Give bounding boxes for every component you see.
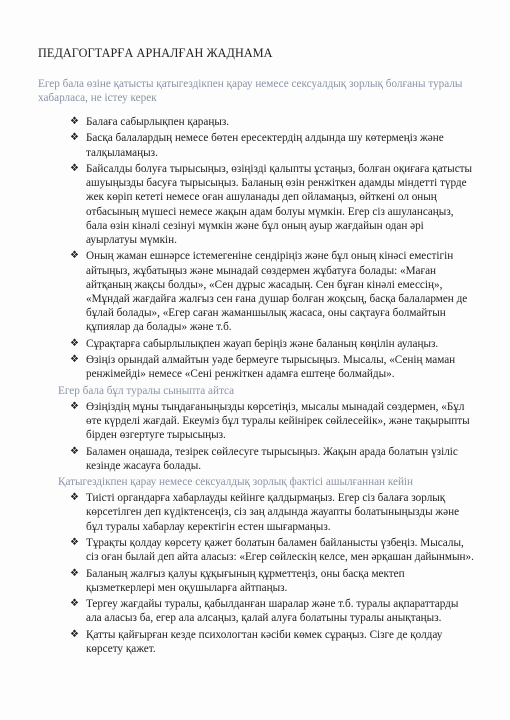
list-item-text: Тиісті органдарға хабарлауды кейінге қалдырмаңыз. Егер сіз балаға зорлық көрсетілген деп күдіктенсеңіз, сіз заң алдында жауапты болатыныңызды және бұл туралы хабарлау керектігін естен шығармаңыз. (86, 492, 460, 533)
diamond-bullet-icon: ❖ (70, 250, 79, 262)
list-item-text: Баламен оңашада, тезірек сөйлесуге тырысыңыз. Жақын арада болатын үзіліс кезінде жасауға болады. (86, 445, 458, 472)
diamond-bullet-icon: ❖ (70, 598, 79, 610)
section-report (38, 77, 476, 382)
advice-list (38, 115, 476, 382)
section-heading: Қатыгездікпен қарау немесе сексуалдық зорлық фактісі ашылғаннан кейін (58, 476, 414, 489)
section-heading: Егер бала өзіне қатысты қатыгездікпен қарау немесе сексуалдық зорлық болғаны туралы хабарласа, не істеу керек (38, 78, 463, 104)
list-item-text: Оның жаман ешнәрсе істемегеніне сендіріңіз және бұл оның кінәсі еместігін айтыңыз, жұбатыңыз және мынадай сөздермен жұбатуға болады: «Маған айтқаның жақсы болды», «Сен дұрыс жасадың. Сен бұған кінәлі емессің», «Мұндай жағдайға жалғыз сен ғана душар болған жоқсың, басқа балалармен де бұлай болады», «Егер саған жаманшылық жасаса, оны сақтауға болмайтын құпиялар да болады» және т.б. (86, 250, 468, 334)
list-item-text: Сұрақтарға сабырлылықпен жауап беріңіз және баланың көңілін аулаңыз. (86, 337, 439, 350)
page-title: ПЕДАГОГТАРҒА АРНАЛҒАН ЖАДНАМА (38, 46, 273, 60)
list-item (70, 491, 476, 534)
list-item-text: Байсалды болуға тырысыңыз, өзіңізді қалыпты ұстаңыз, болған оқиғаға қатысты ашуыңызды басуға тырысыңыз. Баланың өзін ренжіткен адамды міндетті түрде жек көріп кететі немесе оған ашуланады деп ойламаңыз, өйткені ол оның отбасының мүшесі немесе жақын адам болуы мүмкін. Егер сіз ашуланcаңыз, бала өзін кінәлі сезінуі мүмкін және бұл оның ауыр жағдайын одан әрі ауырлатуы мүмкін. (86, 162, 473, 246)
list-item-text: Өзіңіз орындай алмайтын уәде бермеуге тырысыңыз. Мысалы, «Сенің маман ренжімейді» немесе «Сені ренжіткен адамға ештеңе болмайды». (86, 354, 456, 381)
list-item-text: Басқа балалардың немесе бөтен ересектердің алдында шу көтермеңіз және талқыламаңыз. (86, 132, 444, 159)
list-item (70, 131, 476, 159)
diamond-bullet-icon: ❖ (70, 628, 79, 640)
list-item (70, 597, 476, 625)
section-after-disclosure (38, 475, 476, 656)
diamond-bullet-icon: ❖ (70, 162, 79, 174)
diamond-bullet-icon: ❖ (70, 536, 79, 548)
list-item (70, 249, 476, 334)
list-item (70, 115, 476, 129)
advice-list (38, 400, 476, 473)
diamond-bullet-icon: ❖ (70, 445, 79, 457)
list-item-text: Баланың жалғыз қалуы құқығының құрметтеңіз, оны басқа мектеп қызметкерлері мен оқушыларға айтпаңыз. (86, 567, 405, 594)
diamond-bullet-icon: ❖ (70, 116, 79, 127)
list-item (70, 628, 476, 656)
section-classroom (38, 384, 476, 473)
advice-list (38, 491, 476, 656)
list-item (70, 162, 476, 247)
diamond-bullet-icon: ❖ (70, 567, 79, 579)
diamond-bullet-icon: ❖ (70, 492, 79, 504)
list-item (70, 337, 476, 351)
list-item-text: Тұрақты қолдау көрсету қажет болатын баламен байланысты үзбеңіз. Мысалы, сіз оған былай деп айта аласыз: «Егер сөйлескің келсе, мен әрқашан дайынмын». (86, 536, 474, 564)
diamond-bullet-icon: ❖ (70, 337, 79, 349)
list-item (70, 567, 476, 595)
list-item (70, 445, 476, 473)
list-item-text: Қатты қайғырған кезде психологтан кәсіби көмек сұраңыз. Сізге де қолдау көрсету қажет. (86, 628, 443, 655)
diamond-bullet-icon: ❖ (70, 354, 79, 366)
list-item-text: Тергеу жағдайы туралы, қабылданған шаралар және т.б. туралы ақпараттарды ала аласыз ба, егер ала алсаңыз, қалай алуға болатыны туралы анықтаңыз. (86, 598, 459, 625)
list-item-text: Балаға сабырлықпен қараңыз. (86, 116, 230, 128)
section-heading: Егер бала бұл туралы сыныпта айтса (58, 384, 235, 397)
diamond-bullet-icon: ❖ (70, 400, 79, 412)
diamond-bullet-icon: ❖ (70, 132, 79, 144)
list-item-text: Өзіңіздің мұны тыңдағаныңызды көрсетіңіз, мысалы мынадай сөздермен, «Бұл өте күрделі жағдай. Екеуміз бұл туралы кейінірек сөйлесейік», және тақырыпты бірден өзгертуге тырысыңыз. (86, 400, 470, 442)
list-item (70, 400, 476, 443)
list-item (70, 353, 476, 381)
list-item (70, 536, 476, 564)
